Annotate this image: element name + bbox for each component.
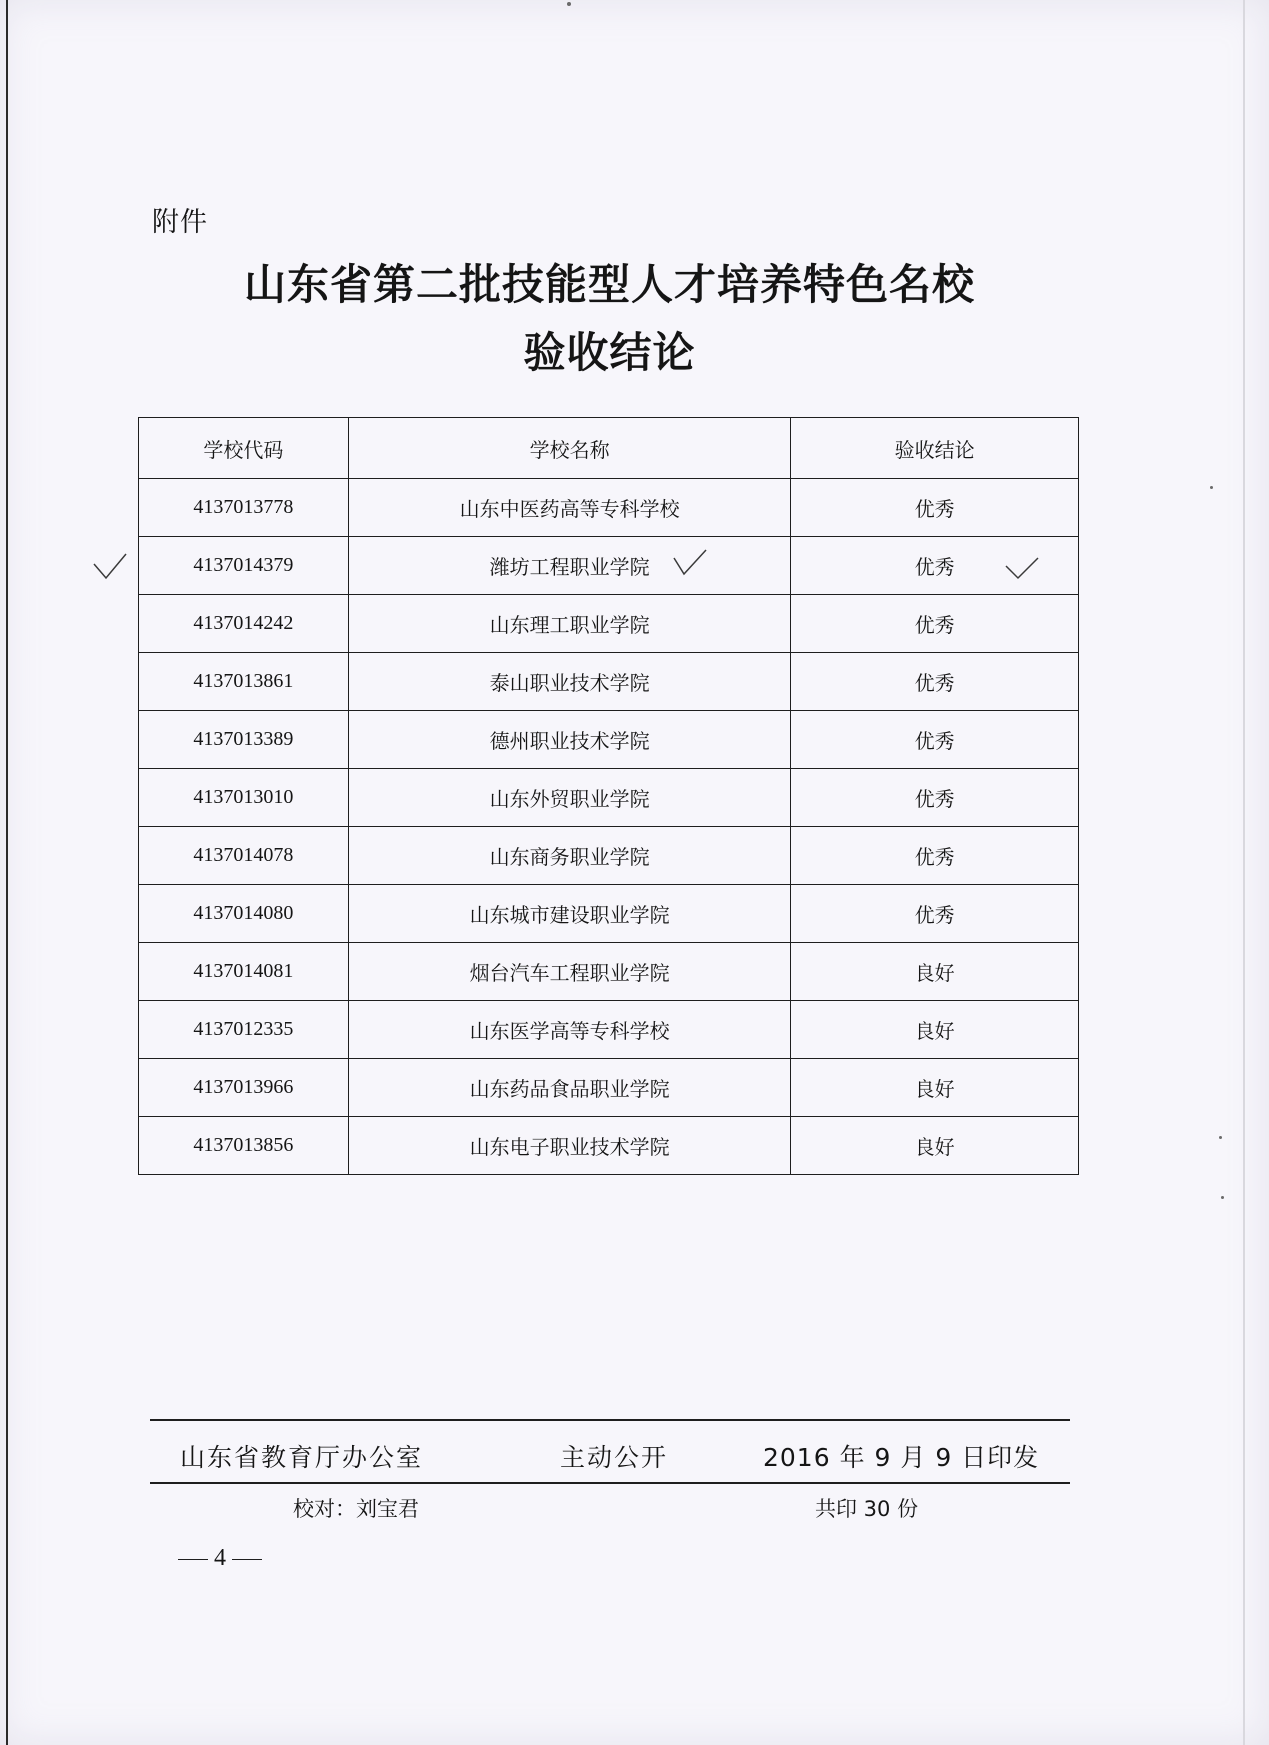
table-row bbox=[139, 479, 1079, 537]
school-code-cell: 4137012335 bbox=[139, 1001, 349, 1059]
school-code-cell: 4137013861 bbox=[139, 653, 349, 711]
result-cell: 良好 bbox=[791, 1059, 1079, 1117]
school-code-cell: 4137014080 bbox=[139, 885, 349, 943]
table-row bbox=[139, 1059, 1079, 1117]
result-cell: 优秀 bbox=[791, 711, 1079, 769]
scan-speck bbox=[1221, 1196, 1224, 1199]
table-row bbox=[139, 1001, 1079, 1059]
attachment-label: 附件 bbox=[152, 207, 208, 238]
page-number: 4 bbox=[172, 1545, 268, 1572]
handwritten-check-icon bbox=[672, 548, 708, 576]
footer-proofreader: 校对：刘宝君 bbox=[293, 1497, 419, 1521]
school-code-cell: 4137014379 bbox=[139, 537, 349, 595]
school-name-cell: 山东医学高等专科学校 bbox=[348, 1001, 790, 1059]
result-cell: 优秀 bbox=[791, 479, 1079, 537]
school-name-cell: 山东外贸职业学院 bbox=[348, 769, 790, 827]
school-code-cell: 4137013389 bbox=[139, 711, 349, 769]
school-code-cell: 4137013856 bbox=[139, 1117, 349, 1175]
school-code-cell: 4137013778 bbox=[139, 479, 349, 537]
school-name-cell: 潍坊工程职业学院 bbox=[348, 537, 790, 595]
footer-top-rule bbox=[150, 1419, 1070, 1421]
table-header-row bbox=[139, 418, 1079, 479]
school-name-cell: 德州职业技术学院 bbox=[348, 711, 790, 769]
school-name-cell: 山东商务职业学院 bbox=[348, 827, 790, 885]
school-code-cell: 4137014078 bbox=[139, 827, 349, 885]
table-row bbox=[139, 1117, 1079, 1175]
table-row bbox=[139, 537, 1079, 595]
school-name-cell: 山东电子职业技术学院 bbox=[348, 1117, 790, 1175]
scan-speck bbox=[1210, 486, 1213, 489]
handwritten-check-icon bbox=[92, 552, 128, 580]
school-name-cell: 山东理工职业学院 bbox=[348, 595, 790, 653]
result-cell: 优秀 bbox=[791, 885, 1079, 943]
footer-bottom-rule bbox=[150, 1482, 1070, 1484]
result-cell: 优秀 bbox=[791, 537, 1079, 595]
result-cell: 优秀 bbox=[791, 653, 1079, 711]
table-row bbox=[139, 711, 1079, 769]
scan-speck bbox=[1219, 1136, 1222, 1139]
table-row bbox=[139, 885, 1079, 943]
footer-disclosure: 主动公开 bbox=[560, 1443, 669, 1472]
table-row bbox=[139, 827, 1079, 885]
result-cell: 良好 bbox=[791, 1001, 1079, 1059]
school-name-cell: 山东药品食品职业学院 bbox=[348, 1059, 790, 1117]
header-school-name: 学校名称 bbox=[348, 418, 790, 479]
table-row bbox=[139, 769, 1079, 827]
school-code-cell: 4137013966 bbox=[139, 1059, 349, 1117]
table-row bbox=[139, 653, 1079, 711]
school-code-cell: 4137013010 bbox=[139, 769, 349, 827]
result-cell: 优秀 bbox=[791, 595, 1079, 653]
handwritten-check-icon bbox=[1004, 554, 1040, 582]
footer-copies: 共印 30 份 bbox=[815, 1497, 919, 1521]
result-cell: 优秀 bbox=[791, 769, 1079, 827]
scan-speck bbox=[567, 2, 571, 6]
school-code-cell: 4137014081 bbox=[139, 943, 349, 1001]
header-school-code: 学校代码 bbox=[139, 418, 349, 479]
table-row bbox=[139, 943, 1079, 1001]
acceptance-results-table bbox=[138, 417, 1079, 1175]
result-cell: 良好 bbox=[791, 943, 1079, 1001]
result-cell: 良好 bbox=[791, 1117, 1079, 1175]
school-name-cell: 山东城市建设职业学院 bbox=[348, 885, 790, 943]
result-cell: 优秀 bbox=[791, 827, 1079, 885]
document-title-line-1: 山东省第二批技能型人才培养特色名校 bbox=[243, 260, 975, 309]
header-acceptance-result: 验收结论 bbox=[791, 418, 1079, 479]
document-title-line-2: 验收结论 bbox=[523, 328, 696, 377]
school-name-cell: 山东中医药高等专科学校 bbox=[348, 479, 790, 537]
school-code-cell: 4137014242 bbox=[139, 595, 349, 653]
footer-issuer: 山东省教育厅办公室 bbox=[180, 1443, 424, 1472]
table-row bbox=[139, 595, 1079, 653]
school-name-cell: 泰山职业技术学院 bbox=[348, 653, 790, 711]
school-name-cell: 烟台汽车工程职业学院 bbox=[348, 943, 790, 1001]
footer-print-date: 2016 年 9 月 9 日印发 bbox=[763, 1443, 1040, 1472]
